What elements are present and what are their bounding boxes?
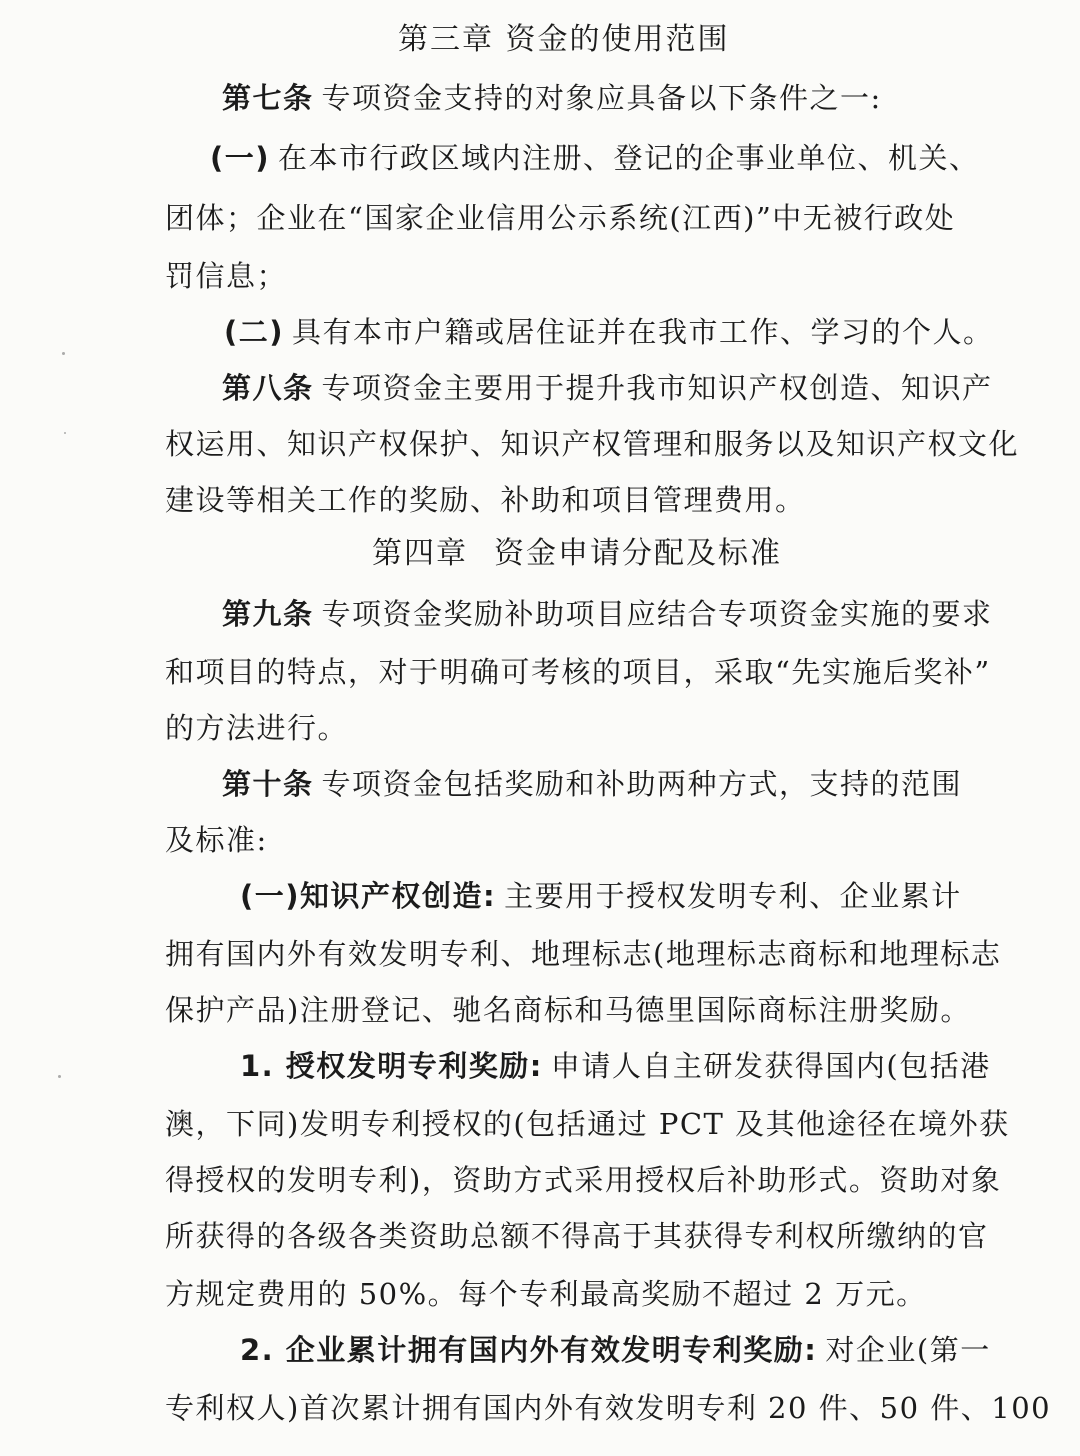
article-8-line-3: 建设等相关工作的奖励、补助和项目管理费用。 (165, 483, 806, 517)
article-7-item-1-line-3: 罚信息； (165, 259, 288, 293)
point-1-line-3: 得授权的发明专利)，资助方式采用授权后补助形式。资助对象 (165, 1163, 1002, 1197)
section-1-text-1: 主要用于授权发明专利、企业累计 (504, 879, 962, 913)
section-1-line-1 (240, 876, 962, 916)
scan-speck (64, 432, 66, 434)
chapter-4-heading (372, 534, 782, 574)
article-9-line-2: 和项目的特点，对于明确可考核的项目，采取“先实施后奖补” (165, 655, 991, 689)
article-7-item-2-text: 具有本市户籍或居住证并在我市工作、学习的个人。 (292, 315, 994, 349)
article-9-line-3: 的方法进行。 (165, 711, 349, 745)
point-1-line-1 (240, 1046, 991, 1086)
article-7-item-1-label: (一) (210, 141, 271, 175)
article-7-item-1-text-1: 在本市行政区域内注册、登记的企事业单位、机关、 (278, 141, 980, 175)
article-8-line-2: 权运用、知识产权保护、知识产权管理和服务以及知识产权文化 (165, 427, 1020, 461)
chapter-3-heading: 第三章 资金的使用范围 (398, 22, 730, 57)
point-1-label: 1. 授权发明专利奖励: (240, 1049, 543, 1083)
article-7-item-1-line-1 (210, 138, 980, 178)
section-1-label: (一)知识产权创造: (240, 879, 497, 913)
article-10-line-2: 及标准: (165, 823, 268, 857)
chapter-4-title: 资金申请分配及标准 (494, 536, 782, 571)
scan-speck (58, 1075, 61, 1078)
article-7-item-1-line-2: 团体；企业在“国家企业信用公示系统(江西)”中无被行政处 (165, 201, 956, 235)
article-8-label: 第八条 (222, 371, 314, 405)
article-7-intro: 专项资金支持的对象应具备以下条件之一: (321, 81, 882, 115)
article-8-line-1 (222, 368, 993, 408)
article-10-label: 第十条 (222, 767, 314, 801)
section-1-line-3: 保护产品)注册登记、驰名商标和马德里国际商标注册奖励。 (165, 993, 971, 1027)
point-2-line-1 (240, 1330, 991, 1370)
article-7-label: 第七条 (222, 81, 314, 115)
article-10-line-1 (222, 764, 962, 804)
point-2-text-1: 对企业(第一 (825, 1333, 991, 1367)
article-9-label: 第九条 (222, 597, 314, 631)
chapter-4-label: 第四章 (372, 536, 468, 571)
article-8-text-1: 专项资金主要用于提升我市知识产权创造、知识产 (321, 371, 993, 405)
article-7-intro-line (222, 78, 882, 118)
section-1-line-2: 拥有国内外有效发明专利、地理标志(地理标志商标和地理标志 (165, 937, 1002, 971)
point-2-line-2: 专利权人)首次累计拥有国内外有效发明专利 20 件、50 件、100 (165, 1391, 1052, 1425)
point-2-label: 2. 企业累计拥有国内外有效发明专利奖励: (240, 1333, 818, 1367)
article-9-text-1: 专项资金奖励补助项目应结合专项资金实施的要求 (321, 597, 993, 631)
article-7-item-2-label: (二) (224, 315, 285, 349)
article-7-item-2-line-1 (224, 312, 994, 352)
point-1-text-1: 申请人自主研发获得国内(包括港 (550, 1049, 991, 1083)
article-10-text-1: 专项资金包括奖励和补助两种方式，支持的范围 (321, 767, 963, 801)
article-9-line-1 (222, 594, 993, 634)
point-1-line-2: 澳，下同)发明专利授权的(包括通过 PCT 及其他途径在境外获 (165, 1107, 1010, 1141)
scan-speck (62, 352, 65, 355)
point-1-line-4: 所获得的各级各类资助总额不得高于其获得专利权所缴纳的官 (165, 1219, 989, 1253)
point-1-line-5: 方规定费用的 50%。每个专利最高奖励不超过 2 万元。 (165, 1277, 927, 1311)
